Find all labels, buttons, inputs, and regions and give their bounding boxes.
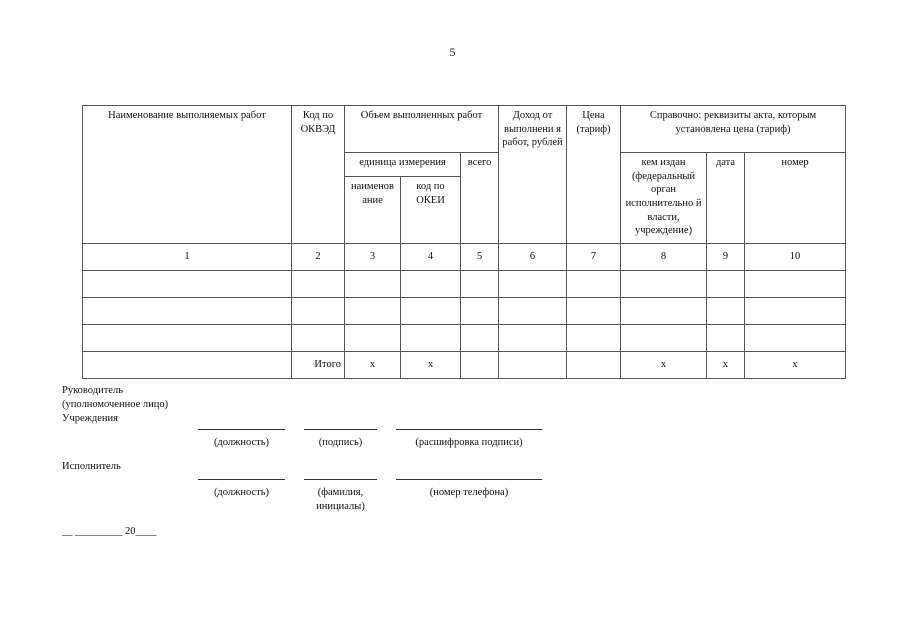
head-label-line-1: Руководитель (62, 385, 123, 396)
header-total: всего (461, 153, 499, 244)
head-label-line-2: (уполномоченное лицо) (62, 399, 169, 411)
head-decoding-line[interactable] (396, 429, 542, 430)
table-cell[interactable] (707, 298, 745, 325)
total-cell[interactable] (461, 352, 499, 379)
column-number: 5 (461, 244, 499, 271)
executor-label: Исполнитель (62, 461, 121, 472)
header-work-name: Наименование выполняемых работ (83, 106, 292, 244)
total-cell[interactable] (499, 352, 567, 379)
table-cell[interactable] (745, 298, 846, 325)
table-cell[interactable] (345, 325, 401, 352)
works-table (82, 105, 846, 379)
date-line[interactable]: __ _________ 20____ (62, 526, 157, 537)
header-okved: Код по ОКВЭД (292, 106, 345, 244)
total-cell[interactable] (567, 352, 621, 379)
head-signature-line[interactable] (304, 429, 377, 430)
table-row (83, 298, 846, 325)
column-number: 10 (745, 244, 846, 271)
table-cell[interactable] (707, 325, 745, 352)
table-cell[interactable] (567, 298, 621, 325)
column-number: 1 (83, 244, 292, 271)
total-cell: x (621, 352, 707, 379)
header-date: дата (707, 153, 745, 244)
total-cell: x (345, 352, 401, 379)
table-cell[interactable] (499, 298, 567, 325)
head-signature-caption: (подпись) (318, 437, 363, 448)
executor-name-line[interactable] (304, 479, 377, 480)
column-number: 4 (401, 244, 461, 271)
header-reference: Справочно: реквизиты акта, которым установлена цена (тариф) (621, 106, 846, 153)
executor-position-line[interactable] (198, 479, 285, 480)
executor-position-caption: (должность) (213, 487, 270, 498)
column-numbers-row (83, 244, 846, 271)
header-volume: Объем выполненных работ (345, 106, 499, 153)
column-number: 3 (345, 244, 401, 271)
table-cell[interactable] (401, 271, 461, 298)
total-cell: x (745, 352, 846, 379)
table-cell[interactable] (345, 271, 401, 298)
head-label-line-3: Учреждения (62, 413, 118, 425)
table-cell[interactable] (83, 298, 292, 325)
header-unit-name: наименов ание (345, 177, 401, 244)
header-number: номер (745, 153, 846, 244)
table-row (83, 325, 846, 352)
table-cell[interactable] (292, 271, 345, 298)
header-income: Доход от выполнени я работ, рублей (499, 106, 567, 244)
header-price: Цена (тариф) (567, 106, 621, 244)
table-cell[interactable] (745, 325, 846, 352)
total-row (83, 352, 846, 379)
column-number: 2 (292, 244, 345, 271)
head-label (62, 384, 168, 427)
table-cell[interactable] (83, 325, 292, 352)
header-unit: единица измерения (345, 153, 461, 177)
table-cell[interactable] (401, 298, 461, 325)
table-cell[interactable] (567, 271, 621, 298)
table-cell[interactable] (499, 271, 567, 298)
table-cell[interactable] (461, 325, 499, 352)
header-okei: код по ОКЕИ (401, 177, 461, 244)
table-cell[interactable] (707, 271, 745, 298)
column-number: 8 (621, 244, 707, 271)
column-number: 6 (499, 244, 567, 271)
total-cell: x (401, 352, 461, 379)
header-issued-by: кем издан (федеральный орган исполнительно й власти, учреждение) (621, 153, 707, 244)
table-cell[interactable] (345, 298, 401, 325)
table-cell[interactable] (461, 298, 499, 325)
table-cell[interactable] (83, 271, 292, 298)
table-cell[interactable] (461, 271, 499, 298)
column-number: 7 (567, 244, 621, 271)
head-position-caption: (должность) (213, 437, 270, 448)
table-cell[interactable] (567, 325, 621, 352)
table-cell[interactable] (499, 325, 567, 352)
table-cell[interactable] (401, 325, 461, 352)
executor-phone-caption: (номер телефона) (429, 487, 509, 498)
executor-name-caption: (фамилия, инициалы) (316, 487, 365, 513)
head-decoding-caption: (расшифровка подписи) (415, 437, 523, 448)
total-label: Итого (292, 352, 345, 379)
table-row (83, 271, 846, 298)
table-cell[interactable] (621, 271, 707, 298)
page-number: 5 (449, 45, 456, 59)
table-cell[interactable] (621, 325, 707, 352)
head-position-line[interactable] (198, 429, 285, 430)
total-cell: x (707, 352, 745, 379)
column-number: 9 (707, 244, 745, 271)
executor-phone-line[interactable] (396, 479, 542, 480)
table-cell (83, 352, 292, 379)
table-cell[interactable] (745, 271, 846, 298)
table-cell[interactable] (292, 325, 345, 352)
table-cell[interactable] (292, 298, 345, 325)
table-cell[interactable] (621, 298, 707, 325)
